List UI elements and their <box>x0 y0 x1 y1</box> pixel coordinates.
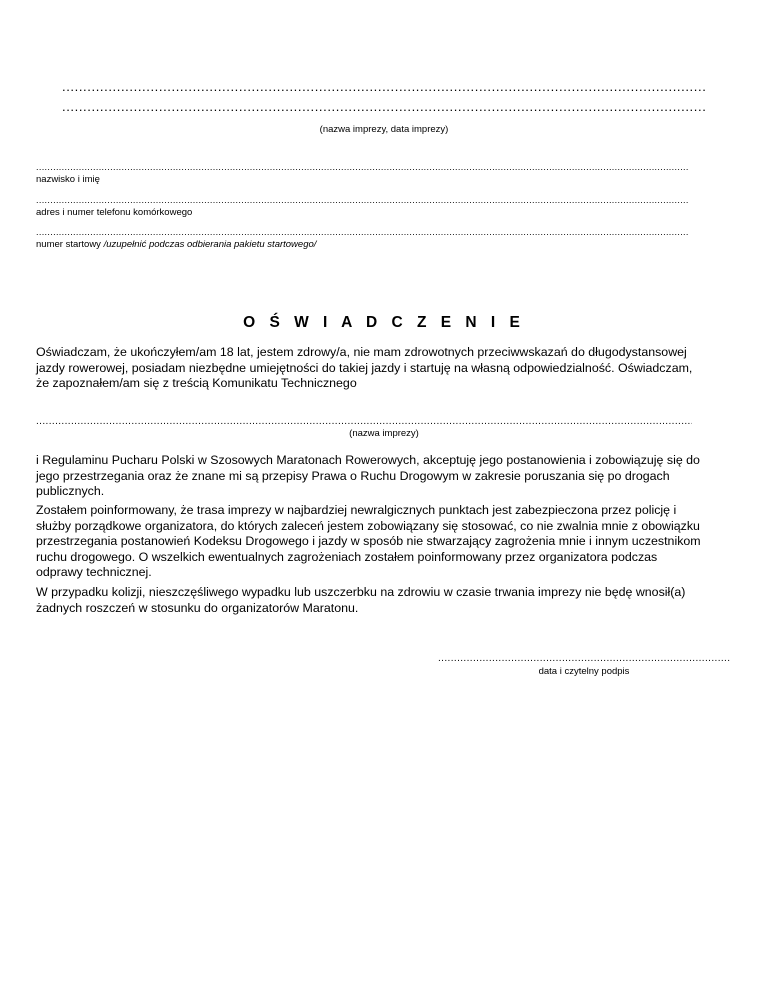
declaration-paragraph-4: W przypadku kolizji, nieszczęśliwego wypadku lub uszczerbku na zdrowiu w czasie trwania imprezy nie będę wnosił(a) żadnych roszczeń w stosunku do organizatorów Maratonu. <box>36 585 686 615</box>
start-number-note: /uzupełnić podczas odbierania pakietu startowego/ <box>103 239 317 250</box>
signature-line[interactable] <box>438 653 730 664</box>
event-name-caption: (nazwa imprezy) <box>349 428 419 439</box>
address-line[interactable] <box>36 195 688 205</box>
document-title: O Ś W I A D C Z E N I E <box>243 314 525 331</box>
name-line[interactable] <box>36 162 688 172</box>
declaration-paragraph-3: Zostałem poinformowany, że trasa imprezy w najbardziej newralgicznych punktach jest zabezpieczona przez policję i służby porządkowe organizatora, do których zaleceń jestem zobowiązany się stosować, co nie zwalnia mnie z obowiązku przestrzegania postanowień Kodeksu Drogowego i jazdy w sposób nie stwarzający zagrożenia mnie i innym uczestnikom ruchu drogowego. O wszelkich ewentualnych zagrożeniach zostałem poinformowany przez organizatora podczas odprawy technicznej. <box>36 503 701 579</box>
declaration-paragraph-1: Oświadczam, że ukończyłem/am 18 lat, jestem zdrowy/a, nie mam zdrowotnych przeciwwskazań do długodystansowej jazdy rowerowej, posiadam niezbędne umiejętności do takiej jazdy i startuję na własną odpowiedzialność. Oświadczam, że zapoznałem/am się z treścią Komunikatu Technicznego <box>36 345 693 390</box>
start-number-label: numer startowy <box>36 239 101 250</box>
name-label: nazwisko i imię <box>36 174 100 185</box>
event-name-entry-line[interactable] <box>36 416 692 427</box>
event-name-line-1[interactable] <box>62 80 706 94</box>
address-label: adres i numer telefonu komórkowego <box>36 207 193 218</box>
declaration-paragraph-2: i Regulaminu Pucharu Polski w Szosowych Maratonach Rowerowych, akceptuję jego postanowienia i zobowiązuję się do jego przestrzegania oraz że znane mi są przepisy Prawa o Ruchu Drogowym w zakresie poruszania się po drogach publicznych. <box>36 453 700 498</box>
start-number-line[interactable] <box>36 227 688 237</box>
event-caption: (nazwa imprezy, data imprezy) <box>319 124 449 135</box>
signature-caption: data i czytelny podpis <box>538 666 630 677</box>
event-name-line-2[interactable] <box>62 100 706 114</box>
start-number-label-row <box>36 239 316 251</box>
